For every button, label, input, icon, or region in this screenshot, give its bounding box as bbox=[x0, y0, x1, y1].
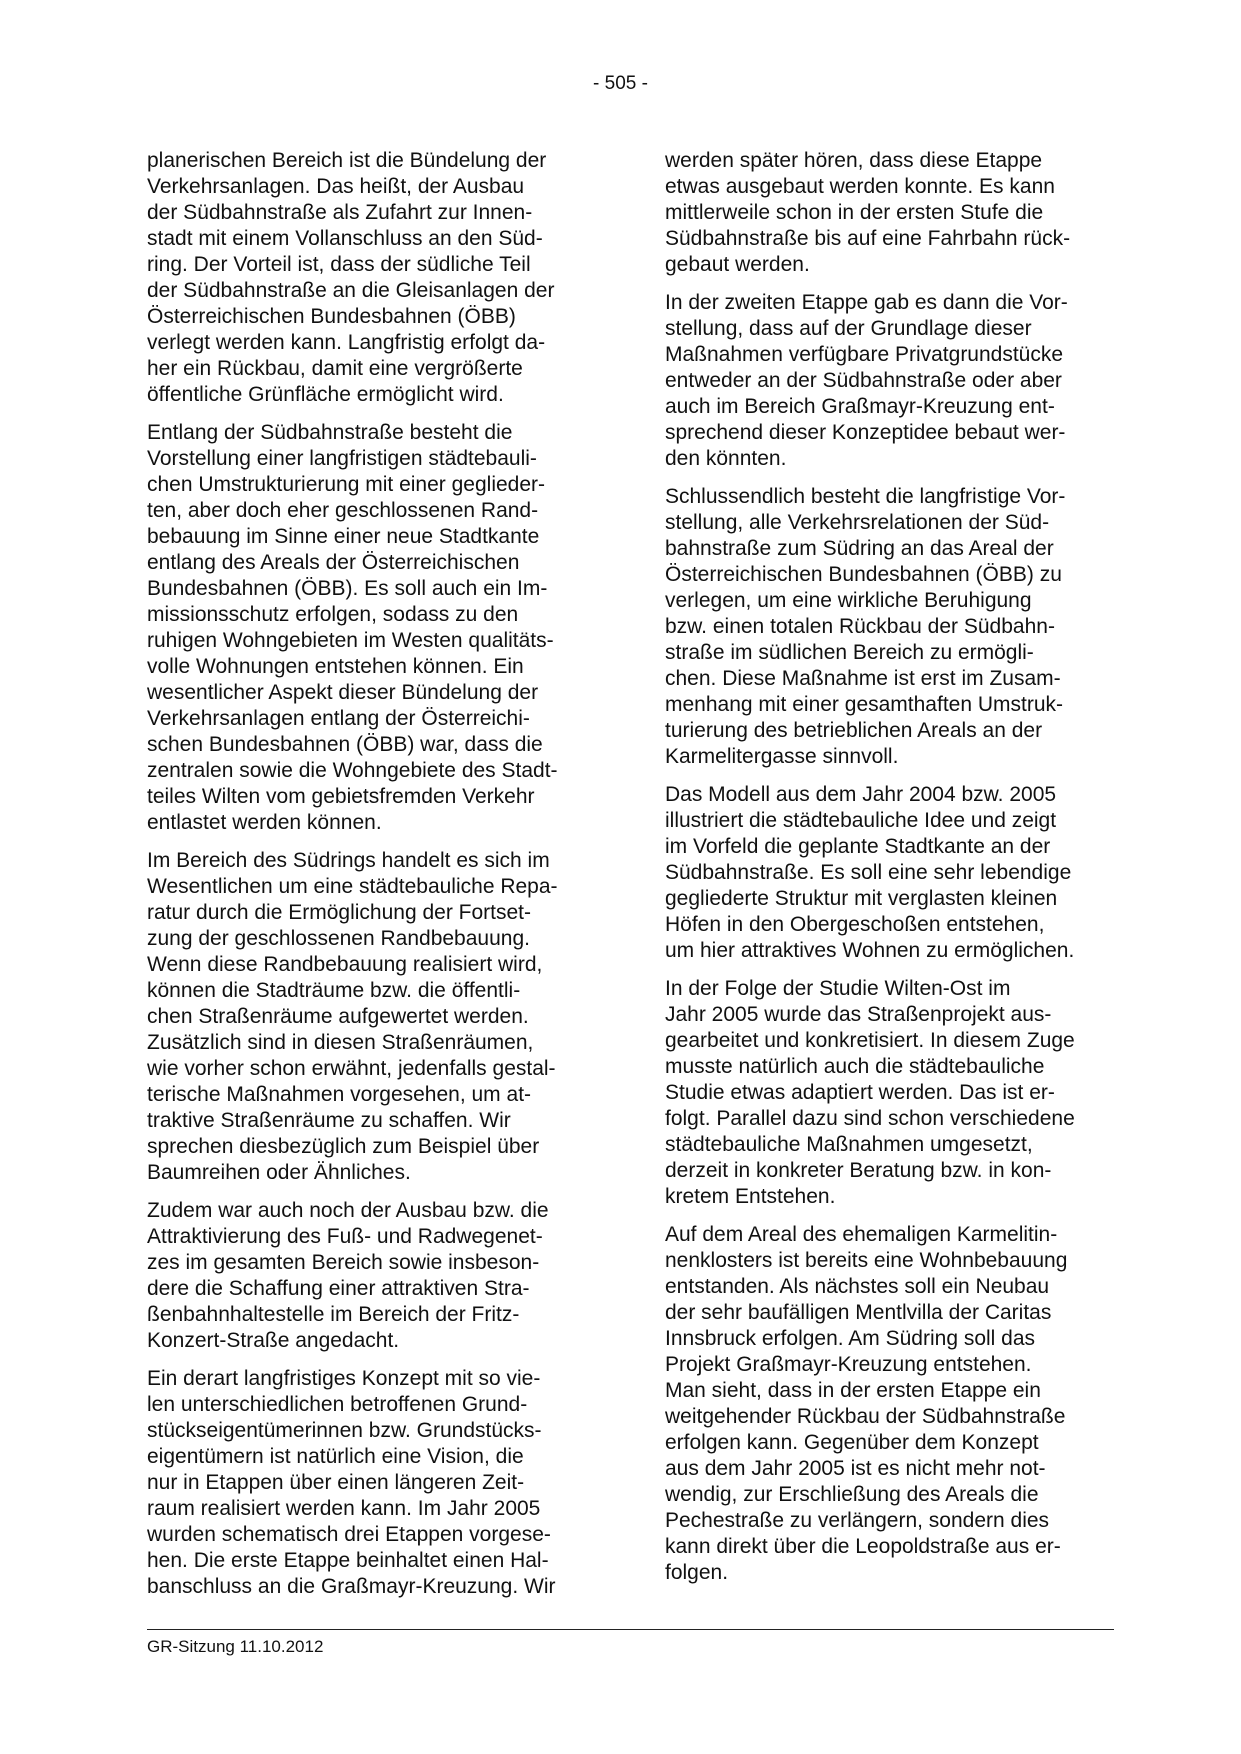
footer-divider bbox=[147, 1629, 1114, 1630]
left-column bbox=[147, 148, 597, 1612]
footer-text: GR-Sitzung 11.10.2012 bbox=[147, 1637, 324, 1656]
paragraph: Auf dem Areal des ehemaligen Karmelitin- nenklosters ist bereits eine Wohnbebauung entstanden. Als nächstes soll ein Neubau der sehr baufälligen Mentlvilla der Caritas Innsbruck erfolgen. Am Südring soll das Projekt Graßmayr-Kreuzung entstehen. Man sieht, dass in der ersten Etappe ein weitgehender Rückbau der Südbahnstraße erfolgen kann. Gegenüber dem Konzept aus dem Jahr 2005 ist es nicht mehr not- wendig, zur Erschließung des Areals die Pechestraße zu verlängern, sondern dies kann direkt über die Leopoldstraße aus er- folgen. bbox=[665, 1223, 1068, 1584]
paragraph: In der Folge der Studie Wilten-Ost im Jahr 2005 wurde das Straßenprojekt aus- gearbeitet und konkretisiert. In diesem Zuge musste natürlich auch die städtebauliche Studie etwas adaptiert werden. Das ist er- folgt. Parallel dazu sind schon verschiedene städtebauliche Maßnahmen umgesetzt, derzeit in konkreter Beratung bzw. in kon- kretem Entstehen. bbox=[665, 977, 1075, 1208]
paragraph: Das Modell aus dem Jahr 2004 bzw. 2005 illustriert die städtebauliche Idee und zeigt im Vorfeld die geplante Stadtkante an der Südbahnstraße. Es soll eine sehr lebendige gegliederte Struktur mit verglasten kleinen Höfen in den Obergeschoßen entstehen, um hier attraktives Wohnen zu ermöglichen. bbox=[665, 783, 1075, 962]
right-column bbox=[665, 148, 1115, 1598]
paragraph: Ein derart langfristiges Konzept mit so vie- len unterschiedlichen betroffenen Grund- stückseigentümerinnen bzw. Grundstücks- eigentümern ist natürlich eine Vision, die nur in Etappen über einen längeren Zeit- raum realisiert werden kann. Im Jahr 2005 wurden schematisch drei Etappen vorgese- hen. Die erste Etappe beinhaltet einen Hal- banschluss an die Graßmayr-Kreuzung. Wir bbox=[147, 1367, 556, 1598]
paragraph: werden später hören, dass diese Etappe etwas ausgebaut werden konnte. Es kann mittlerweile schon in der ersten Stufe die Südbahnstraße bis auf eine Fahrbahn rück- gebaut werden. bbox=[665, 149, 1071, 276]
paragraph: Entlang der Südbahnstraße besteht die Vorstellung einer langfristigen städtebauli- chen Umstrukturierung mit einer geglieder- ten, aber doch eher geschlossenen Rand- bebauung im Sinne einer neue Stadtkante entlang des Areals der Österreichischen Bundesbahnen (ÖBB). Es soll auch ein Im- missionsschutz erfolgen, sodass zu den ruhigen Wohngebieten im Westen qualitäts- volle Wohnungen entstehen können. Ein wesentlicher Aspekt dieser Bündelung der Verkehrsanlagen entlang der Österreichi- schen Bundesbahnen (ÖBB) war, dass die zentralen sowie die Wohngebiete des Stadt- teiles Wilten vom gebietsfremden Verkehr entlastet werden können. bbox=[147, 421, 558, 834]
page-number: - 505 - bbox=[593, 73, 648, 94]
paragraph: In der zweiten Etappe gab es dann die Vor- stellung, dass auf der Grundlage dieser Maßnahmen verfügbare Privatgrundstücke entweder an der Südbahnstraße oder aber auch im Bereich Graßmayr-Kreuzung ent- sprechend dieser Konzeptidee bebaut wer- den könnten. bbox=[665, 291, 1068, 470]
paragraph: Im Bereich des Südrings handelt es sich im Wesentlichen um eine städtebauliche Repa- ratur durch die Ermöglichung der Fortset- zung der geschlossenen Randbebauung. Wenn diese Randbebauung realisiert wird, können die Stadträume bzw. die öffentli- chen Straßenräume aufgewertet werden. Zusätzlich sind in diesen Straßenräumen, wie vorher schon erwähnt, jedenfalls gestal- terische Maßnahmen vorgesehen, um at- traktive Straßenräume zu schaffen. Wir sprechen diesbezüglich zum Beispiel über Baumreihen oder Ähnliches. bbox=[147, 849, 558, 1184]
paragraph: planerischen Bereich ist die Bündelung der Verkehrsanlagen. Das heißt, der Ausbau der Südbahnstraße als Zufahrt zur Innen- stadt mit einem Vollanschluss an den Süd- ring. Der Vorteil ist, dass der südliche Teil der Südbahnstraße an die Gleisanlagen der Österreichischen Bundesbahnen (ÖBB) verlegt werden kann. Langfristig erfolgt da- her ein Rückbau, damit eine vergrößerte öffentliche Grünfläche ermöglicht wird. bbox=[147, 149, 555, 406]
paragraph: Schlussendlich besteht die langfristige Vor- stellung, alle Verkehrsrelationen der Süd- bahnstraße zum Südring an das Areal der Österreichischen Bundesbahnen (ÖBB) zu verlegen, um eine wirkliche Beruhigung bzw. einen totalen Rückbau der Südbahn- straße im südlichen Bereich zu ermögli- chen. Diese Maßnahme ist erst im Zusam- menhang mit einer gesamthaften Umstruk- turierung des betrieblichen Areals an der Karmelitergasse sinnvoll. bbox=[665, 485, 1066, 768]
paragraph: Zudem war auch noch der Ausbau bzw. die Attraktivierung des Fuß- und Radwegenet- zes im gesamten Bereich sowie insbeson- dere die Schaffung einer attraktiven Stra- ßenbahnhaltestelle im Bereich der Fritz- Konzert-Straße angedacht. bbox=[147, 1199, 549, 1352]
